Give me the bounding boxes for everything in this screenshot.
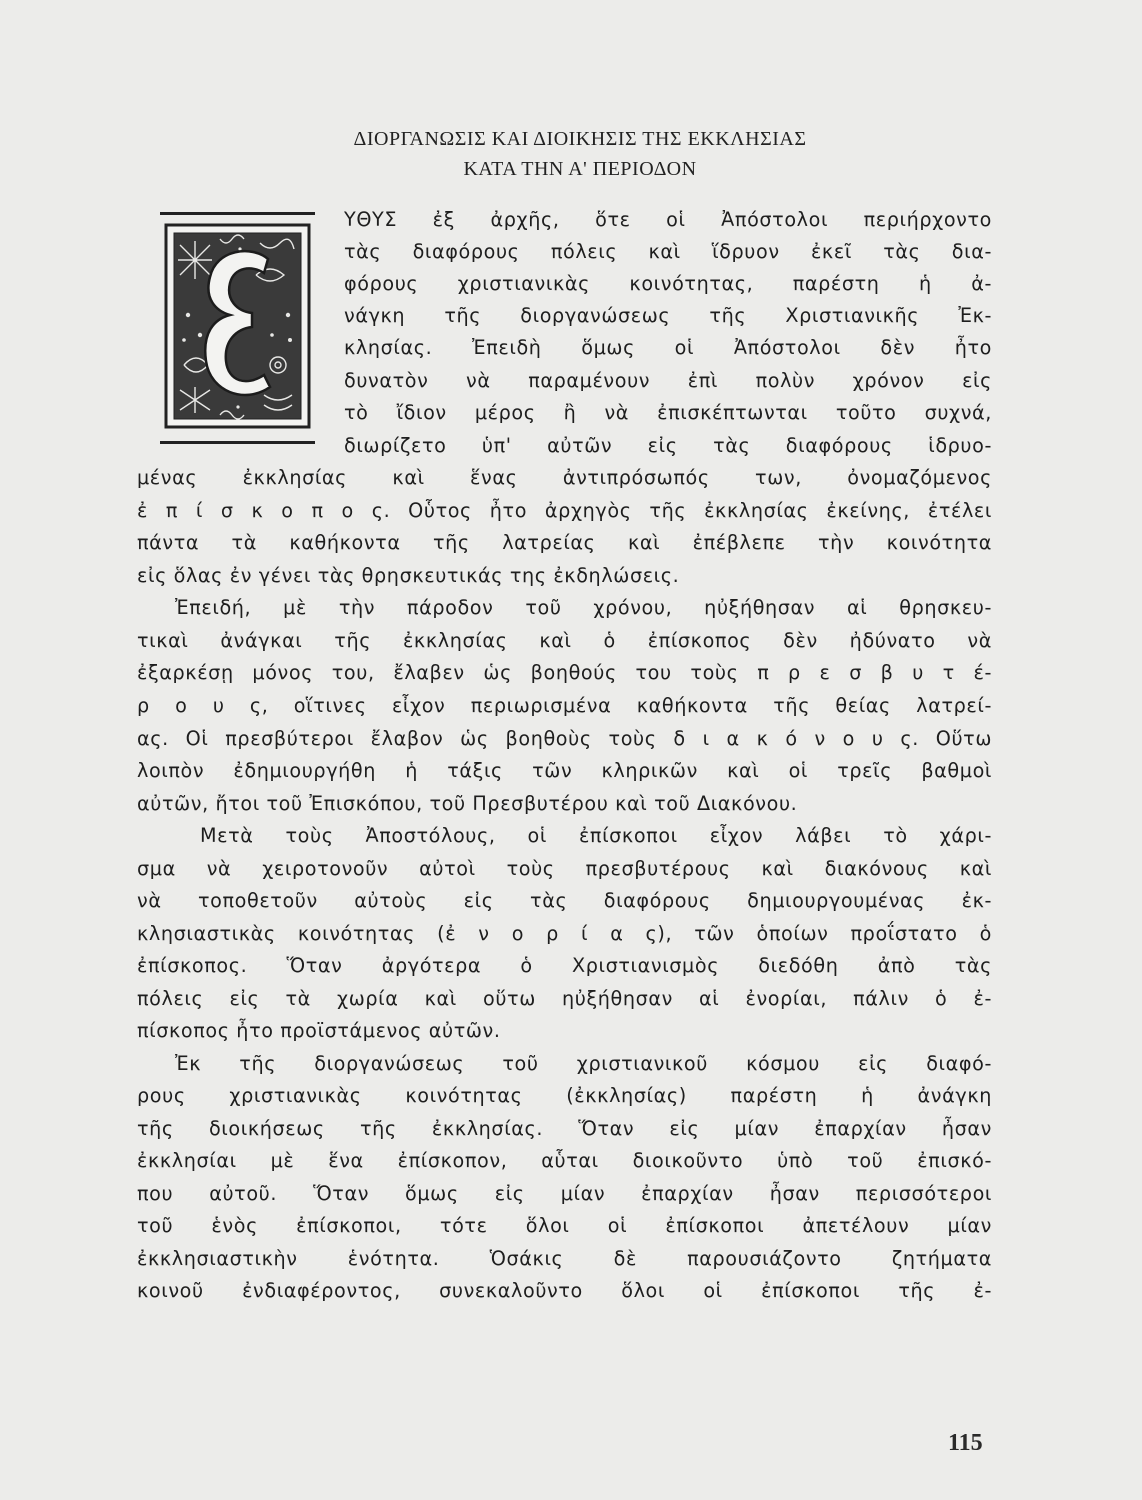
text-line: ἐξαρκέσῃ μόνος του, ἔλαβεν ὡς βοηθούς του τοὺς π ρ ε σ β υ τ έ- — [137, 661, 992, 684]
text-line: ρους χριστιανικὰς κοινότητας (ἐκκλησίας) παρέστη ἡ ἀνάγκη — [137, 1084, 992, 1107]
ornamental-initial — [160, 212, 315, 444]
ornamental-initial-icon — [160, 215, 315, 435]
text-line: τικαὶ ἀνάγκαι τῆς ἐκκλησίας καὶ ὁ ἐπίσκοπος δὲν ἠδύνατο νὰ — [137, 629, 992, 652]
text-line: Μετὰ τοὺς Ἀποστόλους, οἱ ἐπίσκοποι εἶχον λάβει τὸ χάρι- — [200, 824, 992, 847]
text-line: κλησιαστικὰς κοινότητας (ἐ ν ο ρ ί α ς), τῶν ὁποίων προΐστατο ὁ — [137, 922, 992, 945]
text-line: μένας ἐκκλησίας καὶ ἕνας ἀντιπρόσωπός των, ὀνομαζόμενος — [137, 466, 992, 489]
text-line: ἐπίσκοπος. Ὅταν ἀργότερα ὁ Χριστιανισμὸς διεδόθη ἀπὸ τὰς — [137, 954, 992, 977]
text-line: διωρίζετο ὑπ' αὐτῶν εἰς τὰς διαφόρους ἱδρυο- — [344, 434, 992, 457]
text-line: αὐτῶν, ἤτοι τοῦ Ἐπισκόπου, τοῦ Πρεσβυτέρου καὶ τοῦ Διακόνου. — [137, 792, 798, 815]
text-line: πίσκοπος ἦτο προϊστάμενος αὐτῶν. — [137, 1019, 501, 1042]
text-line: ρ ο υ ς, οἵτινες εἶχον περιωρισμένα καθήκοντα τῆς θείας λατρεί- — [137, 694, 992, 717]
text-line: ας. Οἱ πρεσβύτεροι ἔλαβον ὡς βοηθοὺς τοὺς δ ι α κ ό ν ο υ ς. Οὕτω — [137, 727, 992, 750]
text-line: Ἐπειδή, μὲ τὴν πάροδον τοῦ χρόνου, ηὐξήθησαν αἱ θρησκευ- — [175, 596, 992, 619]
text-line: νάγκη τῆς διοργανώσεως τῆς Χριστιανικῆς Ἐκ- — [344, 304, 992, 327]
text-line: εἰς ὅλας ἐν γένει τὰς θρησκευτικάς της ἐκδηλώσεις. — [137, 564, 680, 587]
text-line: ΥΘΥΣ ἐξ ἀρχῆς, ὅτε οἱ Ἀπόστολοι περιήρχοντο — [344, 208, 992, 231]
text-line: νὰ τοποθετοῦν αὐτοὺς εἰς τὰς διαφόρους δημιουργουμένας ἐκ- — [137, 889, 992, 912]
chapter-title-line-2: ΚΑΤΑ ΤΗΝ Α' ΠΕΡΙΟΔΟΝ — [463, 158, 697, 180]
chapter-title-line-1: ΔΙΟΡΓΑΝΩΣΙΣ ΚΑΙ ΔΙΟΙΚΗΣΙΣ ΤΗΣ ΕΚΚΛΗΣΙΑΣ — [353, 128, 807, 150]
text-line: σμα νὰ χειροτονοῦν αὐτοὶ τοὺς πρεσβυτέρους καὶ διακόνους καὶ — [137, 857, 992, 880]
text-line: κοινοῦ ἐνδιαφέροντος, συνεκαλοῦντο ὅλοι οἱ ἐπίσκοποι τῆς ἐ- — [137, 1279, 992, 1302]
text-line: τὸ ἴδιον μέρος ἢ νὰ ἐπισκέπτωνται τοῦτο συχνά, — [344, 401, 992, 424]
text-line: που αὐτοῦ. Ὅταν ὅμως εἰς μίαν ἐπαρχίαν ἦσαν περισσότεροι — [137, 1182, 992, 1205]
text-line: κλησίας. Ἐπειδὴ ὅμως οἱ Ἀπόστολοι δὲν ἦτο — [344, 336, 992, 359]
text-line: πάντα τὰ καθήκοντα τῆς λατρείας καὶ ἐπέβλεπε τὴν κοινότητα — [137, 531, 992, 554]
text-line: τὰς διαφόρους πόλεις καὶ ἵδρυον ἐκεῖ τὰς δια- — [344, 240, 992, 263]
page-number: 115 — [948, 1430, 983, 1456]
text-line: τῆς διοικήσεως τῆς ἐκκλησίας. Ὅταν εἰς μίαν ἐπαρχίαν ἦσαν — [137, 1117, 992, 1140]
text-line: τοῦ ἑνὸς ἐπίσκοποι, τότε ὅλοι οἱ ἐπίσκοποι ἀπετέλουν μίαν — [137, 1214, 992, 1237]
text-line: πόλεις εἰς τὰ χωρία καὶ οὕτω ηὐξήθησαν αἱ ἐνορίαι, πάλιν ὁ ἐ- — [137, 987, 992, 1010]
text-line: Ἐκ τῆς διοργανώσεως τοῦ χριστιανικοῦ κόσμου εἰς διαφό- — [175, 1052, 992, 1075]
text-line: ἐ π ί σ κ ο π ο ς. Οὗτος ἦτο ἀρχηγὸς τῆς ἐκκλησίας ἐκείνης, ἐτέλει — [137, 499, 992, 522]
text-line: ἐκκλησιαστικὴν ἑνότητα. Ὁσάκις δὲ παρουσιάζοντο ζητήματα — [137, 1247, 992, 1270]
text-line: ἐκκλησίαι μὲ ἕνα ἐπίσκοπον, αὗται διοικοῦντο ὑπὸ τοῦ ἐπισκό- — [137, 1149, 992, 1172]
text-line: λοιπὸν ἐδημιουργήθη ἡ τάξις τῶν κληρικῶν καὶ οἱ τρεῖς βαθμοὶ — [137, 759, 992, 782]
text-line: δυνατὸν νὰ παραμένουν ἐπὶ πολὺν χρόνον εἰς — [344, 369, 992, 392]
text-line: φόρους χριστιανικὰς κοινότητας, παρέστη ἡ ἀ- — [344, 272, 992, 295]
